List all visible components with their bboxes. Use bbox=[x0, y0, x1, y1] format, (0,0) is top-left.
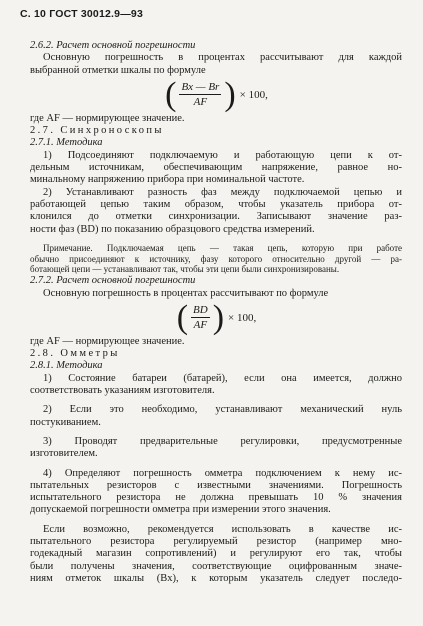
section-2-7-1-heading: 2.7.1. Методика bbox=[30, 137, 103, 149]
text-line: пытательных резисторов с известными значениями. Погрешность bbox=[30, 479, 402, 491]
text-line: Если возможно, рекомендуется использовать в качестве ис- bbox=[43, 523, 402, 535]
left-parenthesis: ( bbox=[165, 75, 177, 113]
note-line: Примечание. Подключаемая цепь — такая цепь, которую при работе bbox=[43, 242, 402, 253]
text-line: дельным источникам, обеспечивающим напряжение, равное но- bbox=[30, 162, 402, 174]
text-line: соответствовать указаниям изготовителя. bbox=[30, 385, 215, 397]
text-line: 2) Если это необходимо, устанавливают механический нуль bbox=[43, 404, 402, 416]
text-line: выбранной отметки шкалы по формуле bbox=[30, 64, 206, 76]
fraction-numerator: BD bbox=[191, 304, 210, 318]
text-line: клонился до отметки синхронизации. Записывают значение раз- bbox=[30, 211, 402, 223]
text-line: ниям отметок шкалы (Bx), к которым указатель следует последо- bbox=[30, 572, 402, 584]
document-body bbox=[30, 40, 402, 585]
text-line: допускаемой погрешности омметра при измерении этого значения. bbox=[30, 504, 331, 516]
text-line: Основную погрешность в процентах рассчитывают по формуле bbox=[43, 287, 329, 299]
formula-sync-error bbox=[30, 298, 402, 336]
formula-tail: × 100, bbox=[228, 311, 257, 324]
text-line: работающей цепью таким образом, чтобы указатель прибора от- bbox=[30, 198, 402, 210]
fraction-denominator: AF bbox=[193, 319, 208, 332]
text-line: Основную погрешность в процентах рассчитывают для каждой bbox=[43, 52, 402, 64]
text-line: ности фаз (BD) по показанию образцового средства измерений. bbox=[30, 223, 315, 235]
section-2-8-heading: 2.8. Омметры bbox=[30, 348, 120, 360]
right-parenthesis: ) bbox=[212, 298, 225, 336]
section-2-7-heading: 2.7. Синхроноскопы bbox=[30, 125, 164, 137]
text-line: годекадный магазин сопротивлений) и регулируют его так, чтобы bbox=[30, 548, 402, 560]
text-line: 4) Определяют погрешность омметра подключением к нему ис- bbox=[43, 467, 402, 479]
fraction-numerator: Bx — Br bbox=[179, 81, 221, 95]
formula-main-error bbox=[30, 75, 402, 113]
note-line: обычно присоединяют к источнику, фазу которого относительно другой — ра- bbox=[30, 253, 402, 264]
text-line: пытательного резистора регулируемый резистор (например мно- bbox=[30, 536, 402, 547]
text-line: минальному напряжению прибора при номинальной частоте. bbox=[30, 174, 305, 186]
fraction-denominator: AF bbox=[193, 96, 208, 109]
section-2-6-2-heading: 2.6.2. Расчет основной погрешности bbox=[30, 40, 196, 51]
text-line: испытательного резистора не должна превышать 10 % значения bbox=[30, 492, 402, 504]
section-2-8-1-heading: 2.8.1. Методика bbox=[30, 360, 103, 372]
left-parenthesis: ( bbox=[176, 298, 189, 336]
note-line: ботающей цепи — устанавливают так, чтобы эти цепи были синхронизированы. bbox=[30, 264, 340, 275]
right-parenthesis: ) bbox=[224, 75, 236, 113]
section-2-7-2-heading: 2.7.2. Расчет основной погрешности bbox=[30, 275, 196, 287]
text-line: 2) Устанавливают разность фаз между подключаемой цепью и bbox=[43, 186, 402, 198]
fraction bbox=[177, 81, 223, 109]
text-line: 1) Состояние батареи (батарей), если она имеется, должно bbox=[43, 372, 402, 384]
text-line: 3) Проводят предварительные регулировки, предусмотренные bbox=[43, 435, 402, 447]
text-line: 1) Подсоединяют подключаемую и работающую цепи к от- bbox=[43, 149, 402, 161]
text-line: были получены значения, соответствующие оцифрованным значе- bbox=[30, 560, 402, 572]
where-line: где AF — нормирующее значение. bbox=[30, 112, 185, 124]
where-line: где AF — нормирующее значение. bbox=[30, 335, 185, 347]
formula-tail: × 100, bbox=[239, 88, 268, 101]
text-line: постукиванием. bbox=[30, 416, 101, 428]
fraction bbox=[189, 304, 212, 332]
text-line: изготовителем. bbox=[30, 448, 98, 460]
page-header: С. 10 ГОСТ 30012.9—93 bbox=[20, 8, 143, 20]
